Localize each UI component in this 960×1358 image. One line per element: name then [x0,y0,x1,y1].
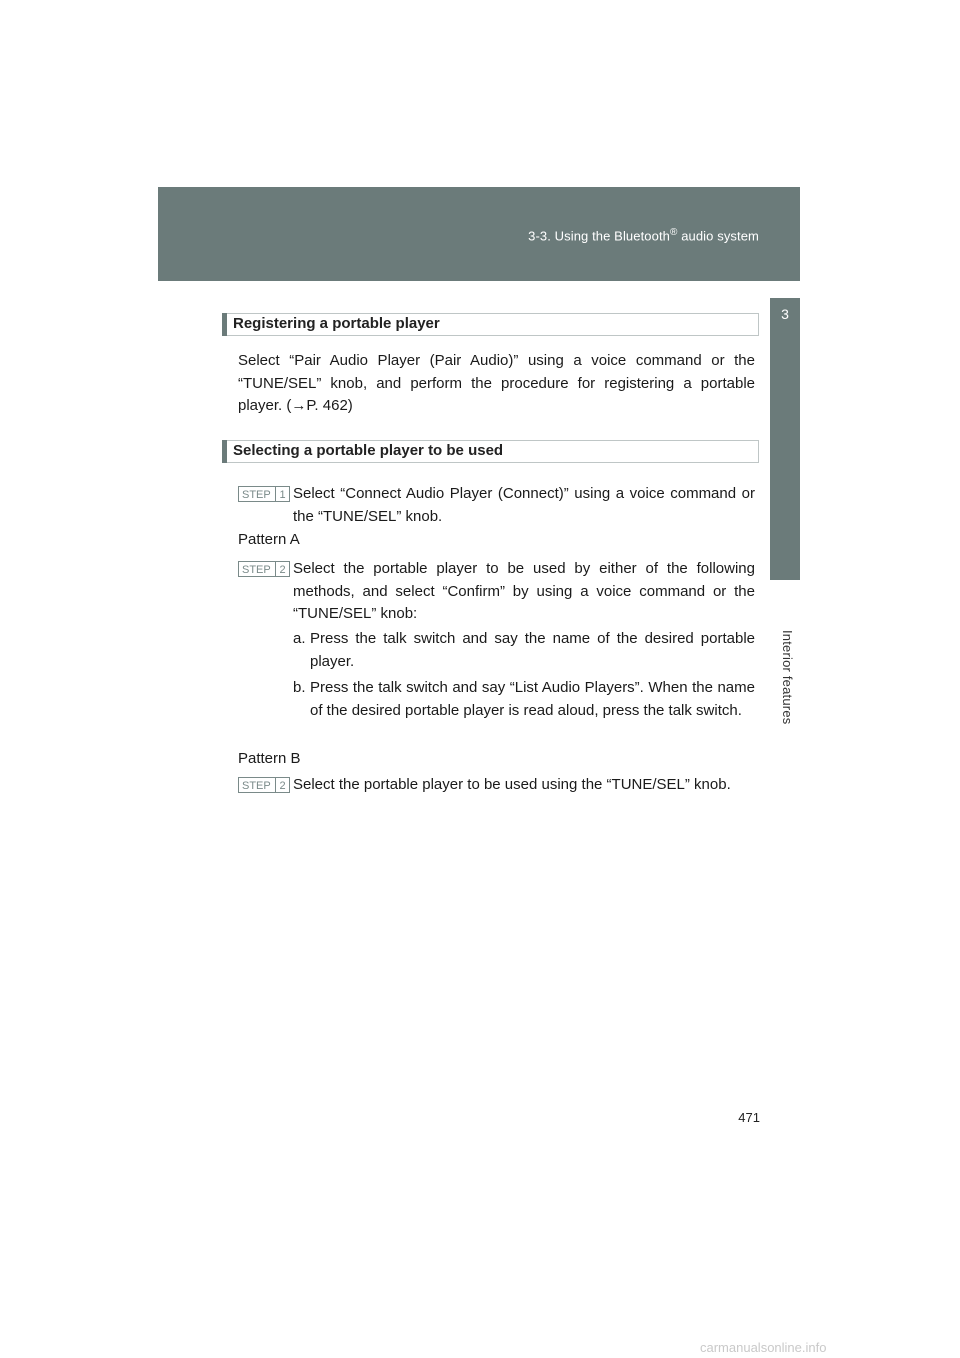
list-text: Press the talk switch and say the name of the desired portable player. [310,630,755,670]
chapter-tab [770,298,800,580]
heading-text: Registering a portable player [233,315,440,332]
heading-text: Selecting a portable player to be used [233,442,504,459]
step-number: 1 [275,487,289,501]
step2b-text: Select the portable player to be used using the “TUNE/SEL” knob. [293,776,731,793]
registering-body: Select “Pair Audio Player (Pair Audio)” using a voice command or the “TUNE/SEL” knob, and perform the procedure for registering a portable player. (→P. 462) [238,352,755,414]
chapter-label: Interior features [780,630,795,725]
section-heading-selecting [222,440,759,463]
step-badge-1 [238,486,290,502]
step2a-text: Select the portable player to be used by either of the following methods, and select “Confirm” by using a voice command or the “TUNE/SEL” knob: [293,560,755,622]
step-badge-2a [238,561,290,577]
step-word: STEP [242,489,271,501]
chapter-number: 3 [781,306,789,322]
step-word: STEP [242,564,271,576]
section-heading-registering [222,313,759,336]
step-word: STEP [242,780,271,792]
page-number: 471 [738,1110,760,1125]
step-number: 2 [275,562,289,576]
list-text: Press the talk switch and say “List Audio Players”. When the name of the desired portable player is read aloud, press the talk switch. [310,679,755,719]
list-marker: a. [293,630,306,647]
heading-bar [222,440,227,463]
step-badge-2b [238,777,290,793]
watermark: carmanualsonline.info [700,1340,827,1355]
step-number: 2 [275,778,289,792]
step1-text: Select “Connect Audio Player (Connect)” using a voice command or the “TUNE/SEL” knob. [293,485,755,525]
pattern-b-label: Pattern B [238,750,301,767]
list-marker: b. [293,679,306,696]
chapter-title: 3-3. Using the Bluetooth® audio system [528,227,759,244]
header-band [158,187,800,281]
pattern-a-label: Pattern A [238,531,300,548]
heading-bar [222,313,227,336]
